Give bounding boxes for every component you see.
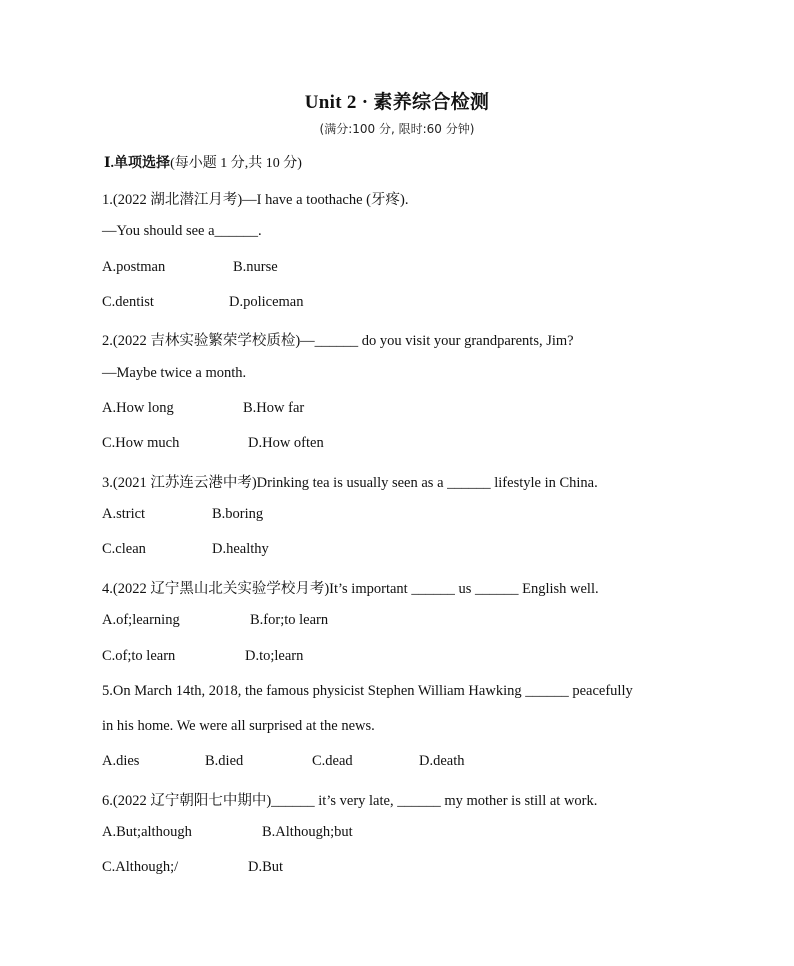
question-6-option-d: D.But bbox=[248, 859, 284, 875]
question-1-option-a: A.postman bbox=[102, 259, 166, 275]
question-4-option-c: C.of;to learn bbox=[102, 648, 176, 664]
question-1-option-b: B.nurse bbox=[233, 259, 278, 275]
question-1-option-c: C.dentist bbox=[102, 294, 154, 310]
section-note: (每小题 1 分,共 10 分) bbox=[170, 156, 302, 171]
question-3-option-b: B.boring bbox=[212, 506, 264, 522]
section-heading bbox=[104, 152, 302, 172]
question-6-option-c: C.Although;/ bbox=[102, 859, 179, 875]
question-5-option-c: C.dead bbox=[312, 753, 353, 769]
question-6-stem: 6.(2022 辽宁朝阳七中期中)______ it’s very late, ______ my mother is still at work. bbox=[102, 793, 598, 809]
question-2-stem-2: —Maybe twice a month. bbox=[102, 365, 247, 381]
question-5-option-d: D.death bbox=[419, 753, 465, 769]
section-head: Ⅰ.单项选择 bbox=[104, 156, 171, 171]
question-3-option-c: C.clean bbox=[102, 541, 146, 557]
question-1-stem: 1.(2022 湖北潜江月考)—I have a toothache (牙疼). bbox=[102, 192, 409, 208]
question-3-option-d: D.healthy bbox=[212, 541, 269, 557]
question-5-option-a: A.dies bbox=[102, 753, 140, 769]
question-2-option-a: A.How long bbox=[102, 400, 174, 416]
question-5-stem: 5.On March 14th, 2018, the famous physicist Stephen William Hawking ______ peacefully bbox=[102, 683, 633, 699]
question-2-option-c: C.How much bbox=[102, 435, 180, 451]
question-4-option-b: B.for;to learn bbox=[250, 612, 329, 628]
question-3-stem: 3.(2021 江苏连云港中考)Drinking tea is usually seen as a ______ lifestyle in China. bbox=[102, 475, 598, 491]
question-2-stem: 2.(2022 吉林实验繁荣学校质检)—______ do you visit your grandparents, Jim? bbox=[102, 333, 574, 349]
question-2-option-d: D.How often bbox=[248, 435, 324, 451]
question-5-option-b: B.died bbox=[205, 753, 244, 769]
page-subtitle: (满分:100 分, 限时:60 分钟) bbox=[319, 122, 475, 136]
question-4-option-a: A.of;learning bbox=[102, 612, 180, 628]
question-1-option-d: D.policeman bbox=[229, 294, 304, 310]
question-5-stem-2: in his home. We were all surprised at the news. bbox=[102, 718, 375, 734]
question-6-option-a: A.But;although bbox=[102, 824, 192, 840]
question-6-option-b: B.Although;but bbox=[262, 824, 353, 840]
question-3-option-a: A.strict bbox=[102, 506, 146, 522]
question-4-stem: 4.(2022 辽宁黑山北关实验学校月考)It’s important ______ us ______ English well. bbox=[102, 581, 599, 597]
question-4-option-d: D.to;learn bbox=[245, 648, 304, 664]
question-1-stem-2: —You should see a______. bbox=[102, 223, 262, 239]
page-title: Unit 2 · 素养综合检测 bbox=[304, 92, 490, 113]
question-2-option-b: B.How far bbox=[243, 400, 305, 416]
